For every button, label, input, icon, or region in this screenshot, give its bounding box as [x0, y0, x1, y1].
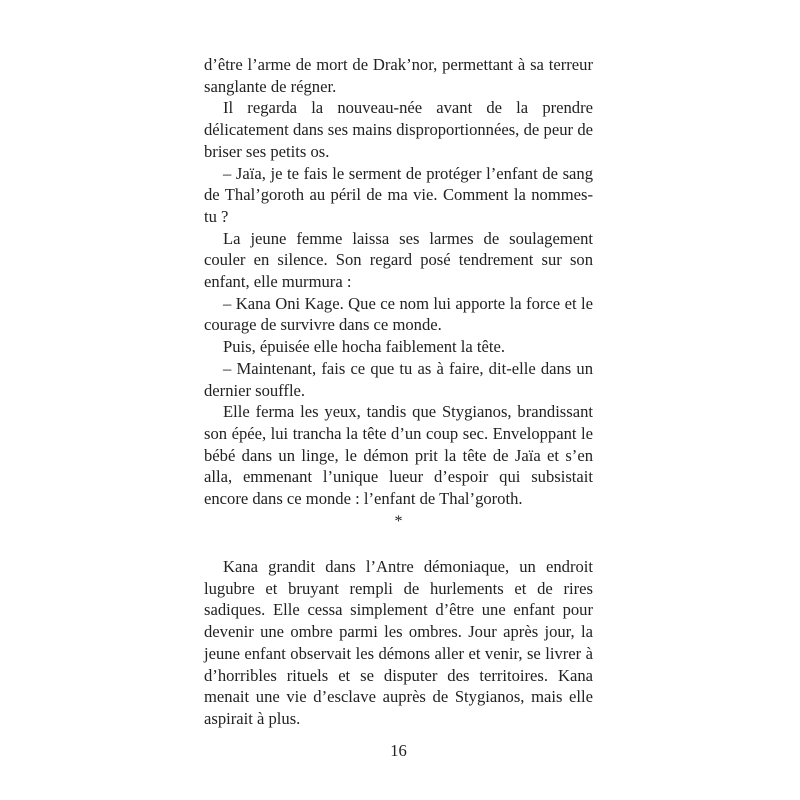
paragraph: La jeune femme laissa ses larmes de soulagement couler en silence. Son regard posé tendrement sur son enfant, elle murmura :	[204, 228, 593, 292]
dialogue-paragraph: – Kana Oni Kage. Que ce nom lui apporte la force et le courage de survivre dans ce monde.	[204, 293, 593, 335]
paragraph: Elle ferma les yeux, tandis que Stygianos, brandissant son épée, lui trancha la tête d’un coup sec. Enveloppant le bébé dans un linge, le démon prit la tête de Jaïa et s’en alla, emmenant l’unique lueur d’espoir qui subsistait encore dans ce monde : l’enfant de Thal’goroth.	[204, 402, 593, 509]
paragraph: d’être l’arme de mort de Drak’nor, permettant à sa terreur sanglante de régner.	[204, 55, 593, 96]
page-number: 16	[390, 741, 407, 760]
text-section-2	[204, 556, 593, 730]
paragraph: Il regarda la nouveau-née avant de la prendre délicatement dans ses mains disproportionnées, de peur de briser ses petits os.	[204, 98, 593, 161]
dialogue-paragraph: – Jaïa, je te fais le serment de protéger l’enfant de sang de Thal’goroth au péril de ma vie. Comment la nommes-tu ?	[204, 163, 593, 226]
section-separator: *	[394, 513, 403, 530]
dialogue-paragraph: – Maintenant, fais ce que tu as à faire, dit-elle dans un dernier souffle.	[204, 358, 593, 400]
paragraph: Kana grandit dans l’Antre démoniaque, un endroit lugubre et bruyant rempli de hurlements et de rires sadiques. Elle cessa simplement d’être une enfant pour devenir une ombre parmi les ombres. Jour après jour, la jeune enfant observait les démons aller et venir, se livrer à d’horribles rituels et se disputer des territoires. Kana menait une vie d’esclave auprès de Stygianos, mais elle aspirait à plus.	[204, 557, 593, 728]
paragraph: Puis, épuisée elle hocha faiblement la tête.	[223, 337, 505, 357]
text-section-1	[204, 54, 593, 510]
